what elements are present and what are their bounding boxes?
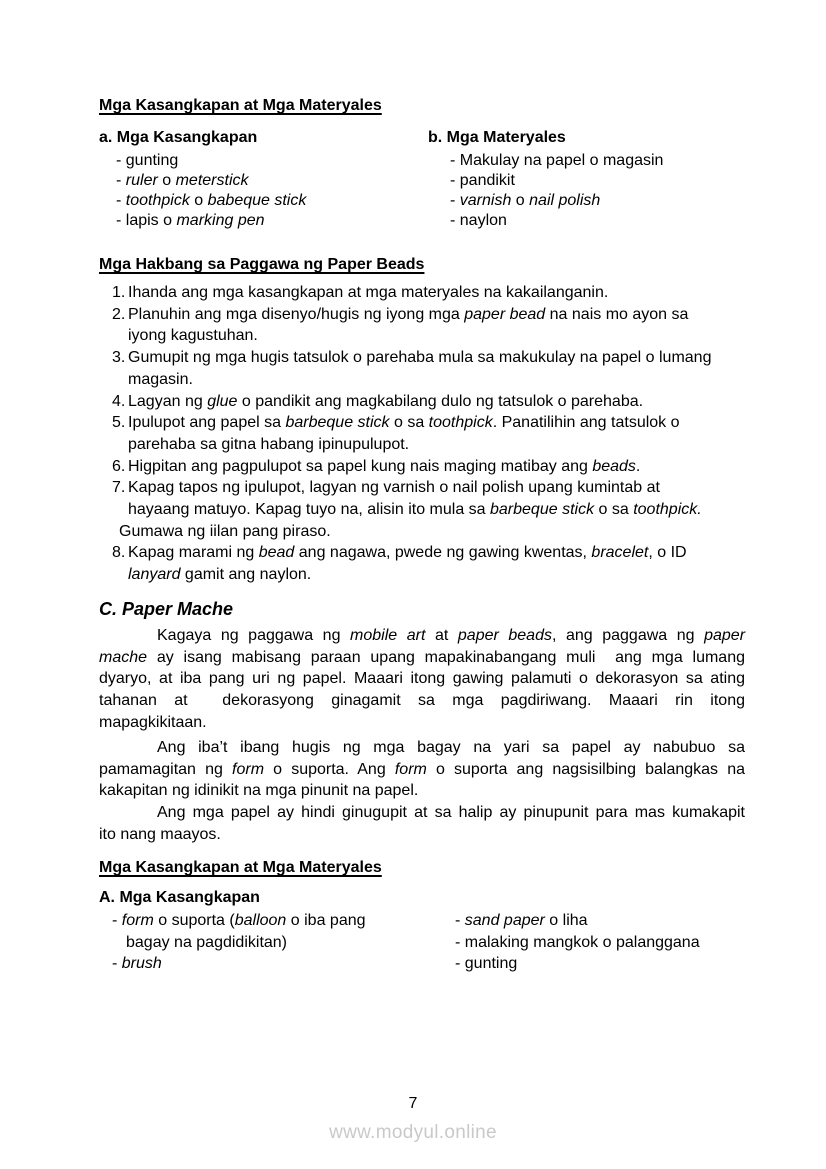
list-item — [428, 953, 700, 975]
text-segment: bracelet — [591, 544, 649, 562]
step-line — [128, 282, 809, 304]
text-segment: Kapag tapos ng ipulupot, lagyan ng varnish o nail polish upang kumintab at — [128, 479, 660, 497]
list-item — [99, 171, 306, 191]
page-number: 7 — [408, 1095, 418, 1112]
text-segment: meterstick — [175, 172, 249, 189]
step-number: 6. — [112, 457, 126, 475]
step-number: 5. — [112, 414, 126, 432]
section-heading-steps: Mga Hakbang sa Paggawa ng Paper Beads — [99, 256, 425, 273]
step-line — [128, 564, 809, 586]
list-item-line — [112, 953, 366, 975]
text-segment: mapagkikitaan. — [99, 713, 207, 731]
paper-mache-paragraphs — [99, 625, 745, 846]
text-segment: kakapitan ng idinikit na mga pinunit na papel. — [99, 782, 419, 800]
text-segment: Kapag marami ng — [128, 544, 259, 562]
text-segment: balloon — [234, 912, 287, 929]
text-segment: varnish — [459, 192, 512, 209]
step-line — [119, 521, 809, 543]
text-segment: nail polish — [529, 192, 601, 209]
text-segment: - — [450, 192, 460, 209]
text-segment: mobile art — [350, 627, 426, 644]
text-segment: Ang iba’t ibang hugis ng mga bagay na yari sa papel ay nabubuo sa — [157, 739, 745, 757]
text-segment: o liha — [544, 912, 588, 929]
text-segment: Gumawa ng iilan pang piraso. — [119, 522, 331, 540]
step-line — [128, 369, 809, 391]
text-segment: o suporta ang nagsisilbing balangkas na — [426, 760, 745, 778]
paragraph — [99, 737, 745, 802]
text-segment: gamit ang naylon. — [180, 566, 312, 584]
section-heading-materials-1: Mga Kasangkapan at Mga Materyales — [99, 97, 382, 114]
list-item — [99, 953, 366, 975]
text-segment: - — [455, 912, 465, 929]
column-items — [99, 151, 306, 231]
step-number: 3. — [112, 349, 126, 367]
text-segment: paper beads — [457, 627, 552, 644]
list-item — [428, 932, 700, 954]
text-segment: babeque stick — [207, 192, 307, 209]
column-items — [428, 151, 663, 231]
text-segment: - — [116, 172, 126, 189]
text-segment: - — [112, 912, 122, 929]
text-segment: . — [635, 457, 641, 475]
text-segment: o sa — [389, 414, 429, 432]
step-item — [99, 304, 809, 347]
text-segment: Gumupit ng mga hugis tatsulok o parehaba mula sa makukulay na papel o lumang — [128, 349, 712, 367]
paragraph — [99, 802, 745, 845]
list-item — [99, 191, 306, 211]
text-segment: hayaang matuyo. Kapag tuyo na, alisin ito mula sa — [128, 501, 490, 519]
text-segment: ito nang maayos. — [99, 825, 221, 843]
section-heading-paper-mache: C. Paper Mache — [99, 599, 234, 619]
text-segment: toothpick. — [633, 501, 702, 519]
step-number: 8. — [112, 544, 126, 562]
step-item — [99, 456, 809, 478]
paragraph-line — [99, 737, 745, 759]
step-line — [128, 347, 809, 369]
text-segment: - gunting — [116, 152, 179, 169]
text-segment: beads — [592, 457, 636, 475]
step-line — [128, 456, 809, 478]
text-segment: marking pen — [176, 212, 265, 229]
text-segment: - gunting — [455, 955, 518, 973]
step-number: 4. — [112, 392, 126, 410]
paragraph-line — [99, 802, 745, 824]
text-segment: - Makulay na papel o magasin — [450, 152, 664, 169]
text-segment: bead — [258, 544, 295, 562]
list-item-line — [455, 953, 700, 975]
text-segment: paper — [704, 627, 746, 644]
watermark-text: www.modyul.online — [329, 1122, 497, 1143]
text-segment: o suporta ( — [153, 912, 235, 929]
text-segment: o — [157, 172, 176, 189]
paragraph-line — [99, 647, 745, 669]
text-segment: dyaryo, at iba pang uri ng papel. Maaari itong gawing palamuti o dekorasyon sa ating — [99, 670, 745, 688]
list-item-line — [455, 932, 700, 954]
text-segment: o suporta. Ang — [264, 760, 395, 778]
list-item — [428, 211, 663, 231]
text-segment: o iba pang — [286, 912, 366, 929]
list-item — [99, 910, 366, 953]
materials2-column-right — [428, 910, 700, 975]
text-segment: pamamagitan ng — [99, 760, 233, 778]
text-segment: ruler — [125, 172, 158, 189]
materials2-column-left — [99, 910, 366, 975]
text-segment: bagay na pagdidikitan) — [126, 933, 288, 951]
text-segment: Ihanda ang mga kasangkapan at mga materyales na kakailanganin. — [128, 284, 609, 301]
list-item — [99, 211, 306, 231]
step-number: 7. — [112, 479, 126, 497]
text-segment: . Panatilihin ang tatsulok o — [492, 414, 680, 432]
text-segment: Lagyan ng — [128, 392, 208, 410]
text-segment: - pandikit — [450, 172, 515, 189]
step-line — [128, 412, 809, 434]
step-number: 1. — [112, 284, 126, 301]
paragraph-line — [99, 712, 745, 734]
step-item — [99, 412, 809, 455]
step-line — [128, 499, 809, 521]
section-heading-materials-2: Mga Kasangkapan at Mga Materyales — [99, 859, 382, 876]
step-item — [99, 391, 809, 413]
column-header: a. Mga Kasangkapan — [99, 129, 258, 146]
list-item-line — [126, 932, 366, 954]
step-item — [99, 477, 809, 542]
text-segment: , o ID — [648, 544, 687, 562]
text-segment: - — [116, 192, 126, 209]
step-line — [128, 325, 809, 347]
list-item-line — [112, 910, 366, 932]
list-item — [99, 151, 306, 171]
step-line — [128, 391, 809, 413]
step-item — [99, 282, 809, 304]
text-segment: toothpick — [125, 192, 190, 209]
text-segment: o pandikit ang magkabilang dulo ng tatsulok o parehaba. — [237, 392, 644, 410]
column-header: b. Mga Materyales — [428, 129, 566, 146]
text-segment: parehaba sa gitna habang ipinupulupot. — [128, 435, 410, 453]
text-segment: toothpick — [428, 414, 493, 432]
text-segment: barbeque stick — [285, 414, 390, 432]
step-line — [128, 542, 809, 564]
text-segment: glue — [207, 392, 238, 410]
step-line — [128, 304, 809, 326]
text-segment: form — [394, 760, 427, 778]
text-segment: - — [112, 955, 122, 973]
text-segment: brush — [121, 955, 162, 973]
list-item-line — [455, 910, 700, 932]
text-segment: Ang mga papel ay hindi ginugupit at sa halip ay pinupunit para mas kumakapit — [157, 804, 745, 822]
text-segment: tahanan at dekorasyong ginagamit sa mga pagdiriwang. Maaari rin itong — [99, 692, 745, 710]
paragraph-line — [99, 625, 745, 647]
text-segment: Ipulupot ang papel sa — [128, 414, 286, 432]
text-segment: magasin. — [128, 370, 193, 388]
text-segment: o sa — [594, 501, 634, 519]
text-segment: sand paper — [464, 912, 545, 929]
paragraph-line — [99, 668, 745, 690]
paragraph — [99, 625, 745, 734]
text-segment: - malaking mangkok o palanggana — [455, 933, 700, 951]
step-number: 2. — [112, 305, 126, 323]
text-segment: mache — [99, 648, 148, 666]
text-segment: Higpitan ang pagpulupot sa papel kung nais maging matibay ang — [128, 457, 593, 475]
text-segment: lanyard — [128, 566, 181, 584]
text-segment: , ang paggawa ng — [551, 627, 705, 644]
text-segment: iyong kagustuhan. — [128, 327, 258, 345]
step-line — [128, 477, 809, 499]
text-segment: form — [121, 912, 154, 929]
text-segment: Kagaya ng paggawa ng — [157, 627, 351, 644]
paragraph-line — [99, 824, 745, 846]
text-segment: o — [189, 192, 208, 209]
text-segment: ang nagawa, pwede ng gawing kwentas, — [294, 544, 592, 562]
step-item — [99, 542, 809, 585]
steps-list — [99, 282, 809, 586]
step-item — [99, 347, 809, 390]
text-segment: ay isang mabisang paraan upang mapakinabangang muli ang mga lumang — [147, 648, 745, 666]
text-segment: barbeque stick — [490, 501, 595, 519]
text-segment: - naylon — [450, 212, 507, 229]
subheading-tools: A. Mga Kasangkapan — [99, 889, 260, 906]
list-item — [428, 910, 700, 932]
text-segment: - lapis o — [116, 212, 177, 229]
step-line — [128, 434, 809, 456]
materials1-column-tools — [99, 128, 306, 231]
text-segment: form — [232, 760, 265, 778]
paragraph-line — [99, 780, 745, 802]
text-segment: paper bead — [464, 305, 546, 323]
text-segment: Planuhin ang mga disenyo/hugis ng iyong mga — [128, 305, 465, 323]
list-item — [428, 171, 663, 191]
materials1-column-materials — [428, 128, 663, 231]
text-segment: at — [425, 627, 458, 644]
text-segment: o — [511, 192, 530, 209]
list-item — [428, 151, 663, 171]
list-item — [428, 191, 663, 211]
text-segment: na nais mo ayon sa — [545, 305, 689, 323]
paragraph-line — [99, 759, 745, 781]
paragraph-line — [99, 690, 745, 712]
